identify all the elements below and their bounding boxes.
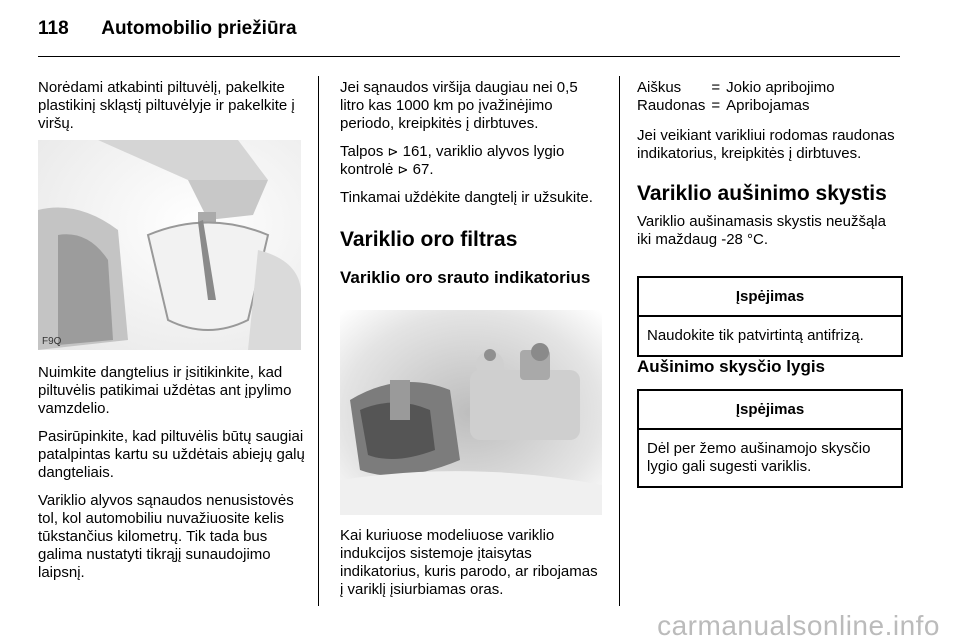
engine-bay-illustration bbox=[340, 310, 602, 515]
col2-paragraph-3: Tinkamai uždėkite dangtelį ir užsukite. bbox=[340, 189, 593, 206]
table-row: Raudonas = Apribojamas bbox=[637, 97, 810, 114]
warning-body: Naudokite tik patvirtintą antifrizą. bbox=[647, 327, 864, 344]
subsection-heading-coolant-level: Aušinimo skysčio lygis bbox=[637, 357, 826, 376]
page-ref-161[interactable]: 161 bbox=[402, 143, 428, 160]
section-heading-coolant: Variklio aušinimo skystis bbox=[637, 182, 887, 205]
funnel-pouring-oil-image bbox=[38, 140, 301, 350]
col1-paragraph-3: Pasirūpinkite, kad piltuvėlis būtų saugiai patalpintas kartu su uždėtais abiejų galų dangteliais. bbox=[38, 428, 305, 481]
col3-paragraph-2: Variklio aušinamasis skystis neužšąla iki maždaug -28 °C. bbox=[637, 213, 886, 248]
warning-title: Įspėjimas bbox=[639, 278, 901, 317]
page-header bbox=[38, 18, 297, 40]
column-2 bbox=[340, 79, 605, 289]
funnel-illustration bbox=[38, 140, 301, 350]
warning-body: Dėl per žemo aušinamojo skysčio lygio gali sugesti variklis. bbox=[647, 440, 871, 475]
warning-box-coolant-level bbox=[637, 389, 903, 488]
col2-paragraph-refs: Talpos ⊳ 161, variklio alyvos lygio kontrolė ⊳ 67. bbox=[340, 143, 565, 178]
column-3 bbox=[637, 79, 902, 259]
page-ref-arrow-icon: ⊳ bbox=[387, 144, 399, 159]
engine-intake-image bbox=[340, 310, 602, 515]
col1-paragraph-1: Norėdami atkabinti piltuvėlį, pakelkite plastikinį skląstį piltuvėlyje ir pakelkite į viršų. bbox=[38, 79, 295, 132]
col1-paragraph-2: Nuimkite dangtelius ir įsitikinkite, kad piltuvėlis patikimai uždėtas ant įpylimo vamzdelio. bbox=[38, 364, 292, 417]
col2-paragraph-4: Kai kuriuose modeliuose variklio indukcijos sistemoje įtaisytas indikatorius, kuris parodo, ar ribojamas į variklį įsiurbiamas oras. bbox=[340, 527, 598, 598]
subsection-heading-airflow-indicator: Variklio oro srauto indikatorius bbox=[340, 268, 591, 287]
section-heading-air-filter: Variklio oro filtras bbox=[340, 228, 518, 251]
col2-paragraph-1: Jei sąnaudos viršija daugiau nei 0,5 litro kas 1000 km po įvažinėjimo periodo, kreipkitės į dirbtuves. bbox=[340, 79, 578, 132]
page-ref-67[interactable]: 67 bbox=[412, 161, 430, 178]
column-divider-1 bbox=[318, 76, 319, 606]
indicator-table bbox=[637, 79, 841, 115]
page-number: 118 bbox=[38, 18, 69, 39]
image-code: F9Q bbox=[42, 336, 62, 347]
table-row: Aiškus = Jokio apribojimo bbox=[637, 79, 835, 96]
column-3-subheading bbox=[637, 356, 902, 378]
col1-paragraph-4: Variklio alyvos sąnaudos nenusistovės tol, kol automobiliu nuvažiuosite kelis tūkstančius kilometrų. Tik tada bus galima nustatyti tikrąjį sunaudojimo laipsnį. bbox=[38, 492, 294, 581]
col3-paragraph-1: Jei veikiant varikliui rodomas raudonas indikatorius, kreipkitės į dirbtuves. bbox=[637, 127, 895, 162]
page-title: Automobilio priežiūra bbox=[101, 18, 297, 39]
page-ref-arrow-icon: ⊳ bbox=[397, 162, 409, 177]
column-1-lower bbox=[38, 364, 308, 592]
column-2-lower bbox=[340, 527, 605, 609]
header-rule bbox=[38, 56, 900, 57]
column-divider-2 bbox=[619, 76, 620, 606]
warning-title: Įspėjimas bbox=[639, 391, 901, 430]
warning-box-antifreeze bbox=[637, 276, 903, 357]
watermark: carmanualsonline.info bbox=[657, 610, 940, 641]
column-1 bbox=[38, 79, 308, 143]
